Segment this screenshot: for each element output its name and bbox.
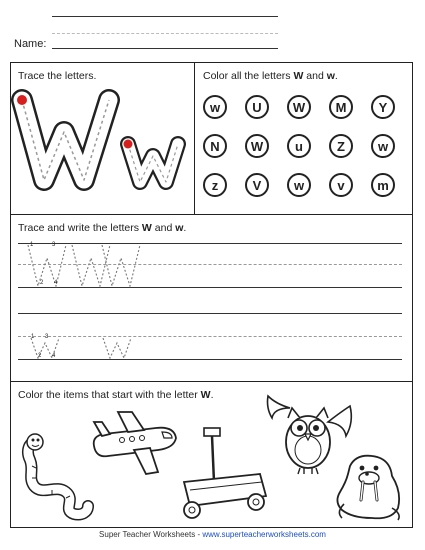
trace-panel-title: Trace the letters. bbox=[18, 70, 97, 82]
airplane-icon[interactable] bbox=[88, 408, 180, 480]
write-panel-title bbox=[18, 222, 186, 234]
letter-circle[interactable]: w bbox=[371, 134, 395, 158]
footer-text: Super Teacher Worksheets - bbox=[99, 530, 203, 539]
letter-circle[interactable]: N bbox=[203, 134, 227, 158]
stroke-number: 2 bbox=[40, 280, 44, 286]
stroke-number: 1 bbox=[30, 242, 34, 248]
writing-base-line[interactable] bbox=[18, 359, 402, 360]
letter-circle[interactable]: w bbox=[287, 173, 311, 197]
traceable-uppercase-w[interactable] bbox=[14, 92, 124, 192]
start-dot bbox=[17, 95, 27, 105]
letter-circle[interactable]: Z bbox=[329, 134, 353, 158]
stroke-number: 4 bbox=[52, 353, 56, 359]
writing-base-line[interactable] bbox=[18, 287, 402, 288]
items-panel-title bbox=[18, 389, 214, 401]
color-panel-title bbox=[203, 70, 338, 82]
dotted-uppercase-w[interactable] bbox=[100, 244, 142, 287]
letter-circle[interactable]: z bbox=[203, 173, 227, 197]
writing-mid-line bbox=[18, 336, 402, 337]
letter-circle[interactable]: u bbox=[287, 134, 311, 158]
walrus-icon[interactable] bbox=[332, 452, 406, 522]
letter-circle[interactable]: m bbox=[371, 173, 395, 197]
title-text: and bbox=[151, 222, 176, 234]
title-letter-lower: w bbox=[326, 70, 335, 82]
name-input-line[interactable] bbox=[52, 48, 278, 49]
title-letter-upper: W bbox=[141, 222, 152, 234]
name-label: Name: bbox=[14, 38, 47, 50]
letter-circle[interactable]: W bbox=[287, 95, 311, 119]
divider-top bbox=[10, 214, 413, 215]
stroke-number: 2 bbox=[38, 353, 42, 359]
stroke-number: 4 bbox=[54, 280, 58, 286]
letter-circle[interactable]: U bbox=[245, 95, 269, 119]
name-dashed-line bbox=[52, 33, 278, 34]
footer bbox=[0, 530, 425, 539]
letter-circle[interactable]: w bbox=[203, 95, 227, 119]
letter-circle[interactable]: V bbox=[245, 173, 269, 197]
stroke-number: 3 bbox=[45, 334, 49, 340]
dotted-lowercase-w[interactable] bbox=[30, 337, 60, 359]
dotted-uppercase-w[interactable] bbox=[26, 244, 68, 287]
letter-circle[interactable]: Y bbox=[371, 95, 395, 119]
wagon-icon[interactable] bbox=[180, 426, 270, 522]
title-letter-lower: w bbox=[175, 222, 184, 234]
letter-circle[interactable]: v bbox=[329, 173, 353, 197]
start-dot bbox=[124, 140, 133, 149]
letter-circle[interactable]: W bbox=[245, 134, 269, 158]
worm-icon[interactable] bbox=[22, 432, 92, 520]
divider-vertical bbox=[194, 62, 195, 214]
title-text: . bbox=[334, 70, 338, 82]
footer-link[interactable]: www.superteacherworksheets.com bbox=[202, 530, 326, 539]
title-text: and bbox=[303, 70, 327, 82]
writing-top-line bbox=[18, 313, 402, 314]
title-letter: W bbox=[200, 389, 211, 401]
title-text: . bbox=[210, 389, 214, 401]
letter-circle[interactable]: M bbox=[329, 95, 353, 119]
traceable-lowercase-w[interactable] bbox=[122, 138, 184, 190]
dotted-lowercase-w[interactable] bbox=[102, 337, 132, 359]
stroke-number: 1 bbox=[31, 334, 35, 340]
title-text: Trace and write the letters bbox=[18, 222, 142, 234]
title-text: Color the items that start with the letter bbox=[18, 389, 201, 401]
top-line bbox=[52, 16, 278, 17]
title-letter-upper: W bbox=[293, 70, 304, 82]
title-text: Color all the letters bbox=[203, 70, 294, 82]
divider-bottom bbox=[10, 381, 413, 382]
stroke-number: 3 bbox=[52, 242, 56, 248]
title-text: . bbox=[183, 222, 187, 234]
